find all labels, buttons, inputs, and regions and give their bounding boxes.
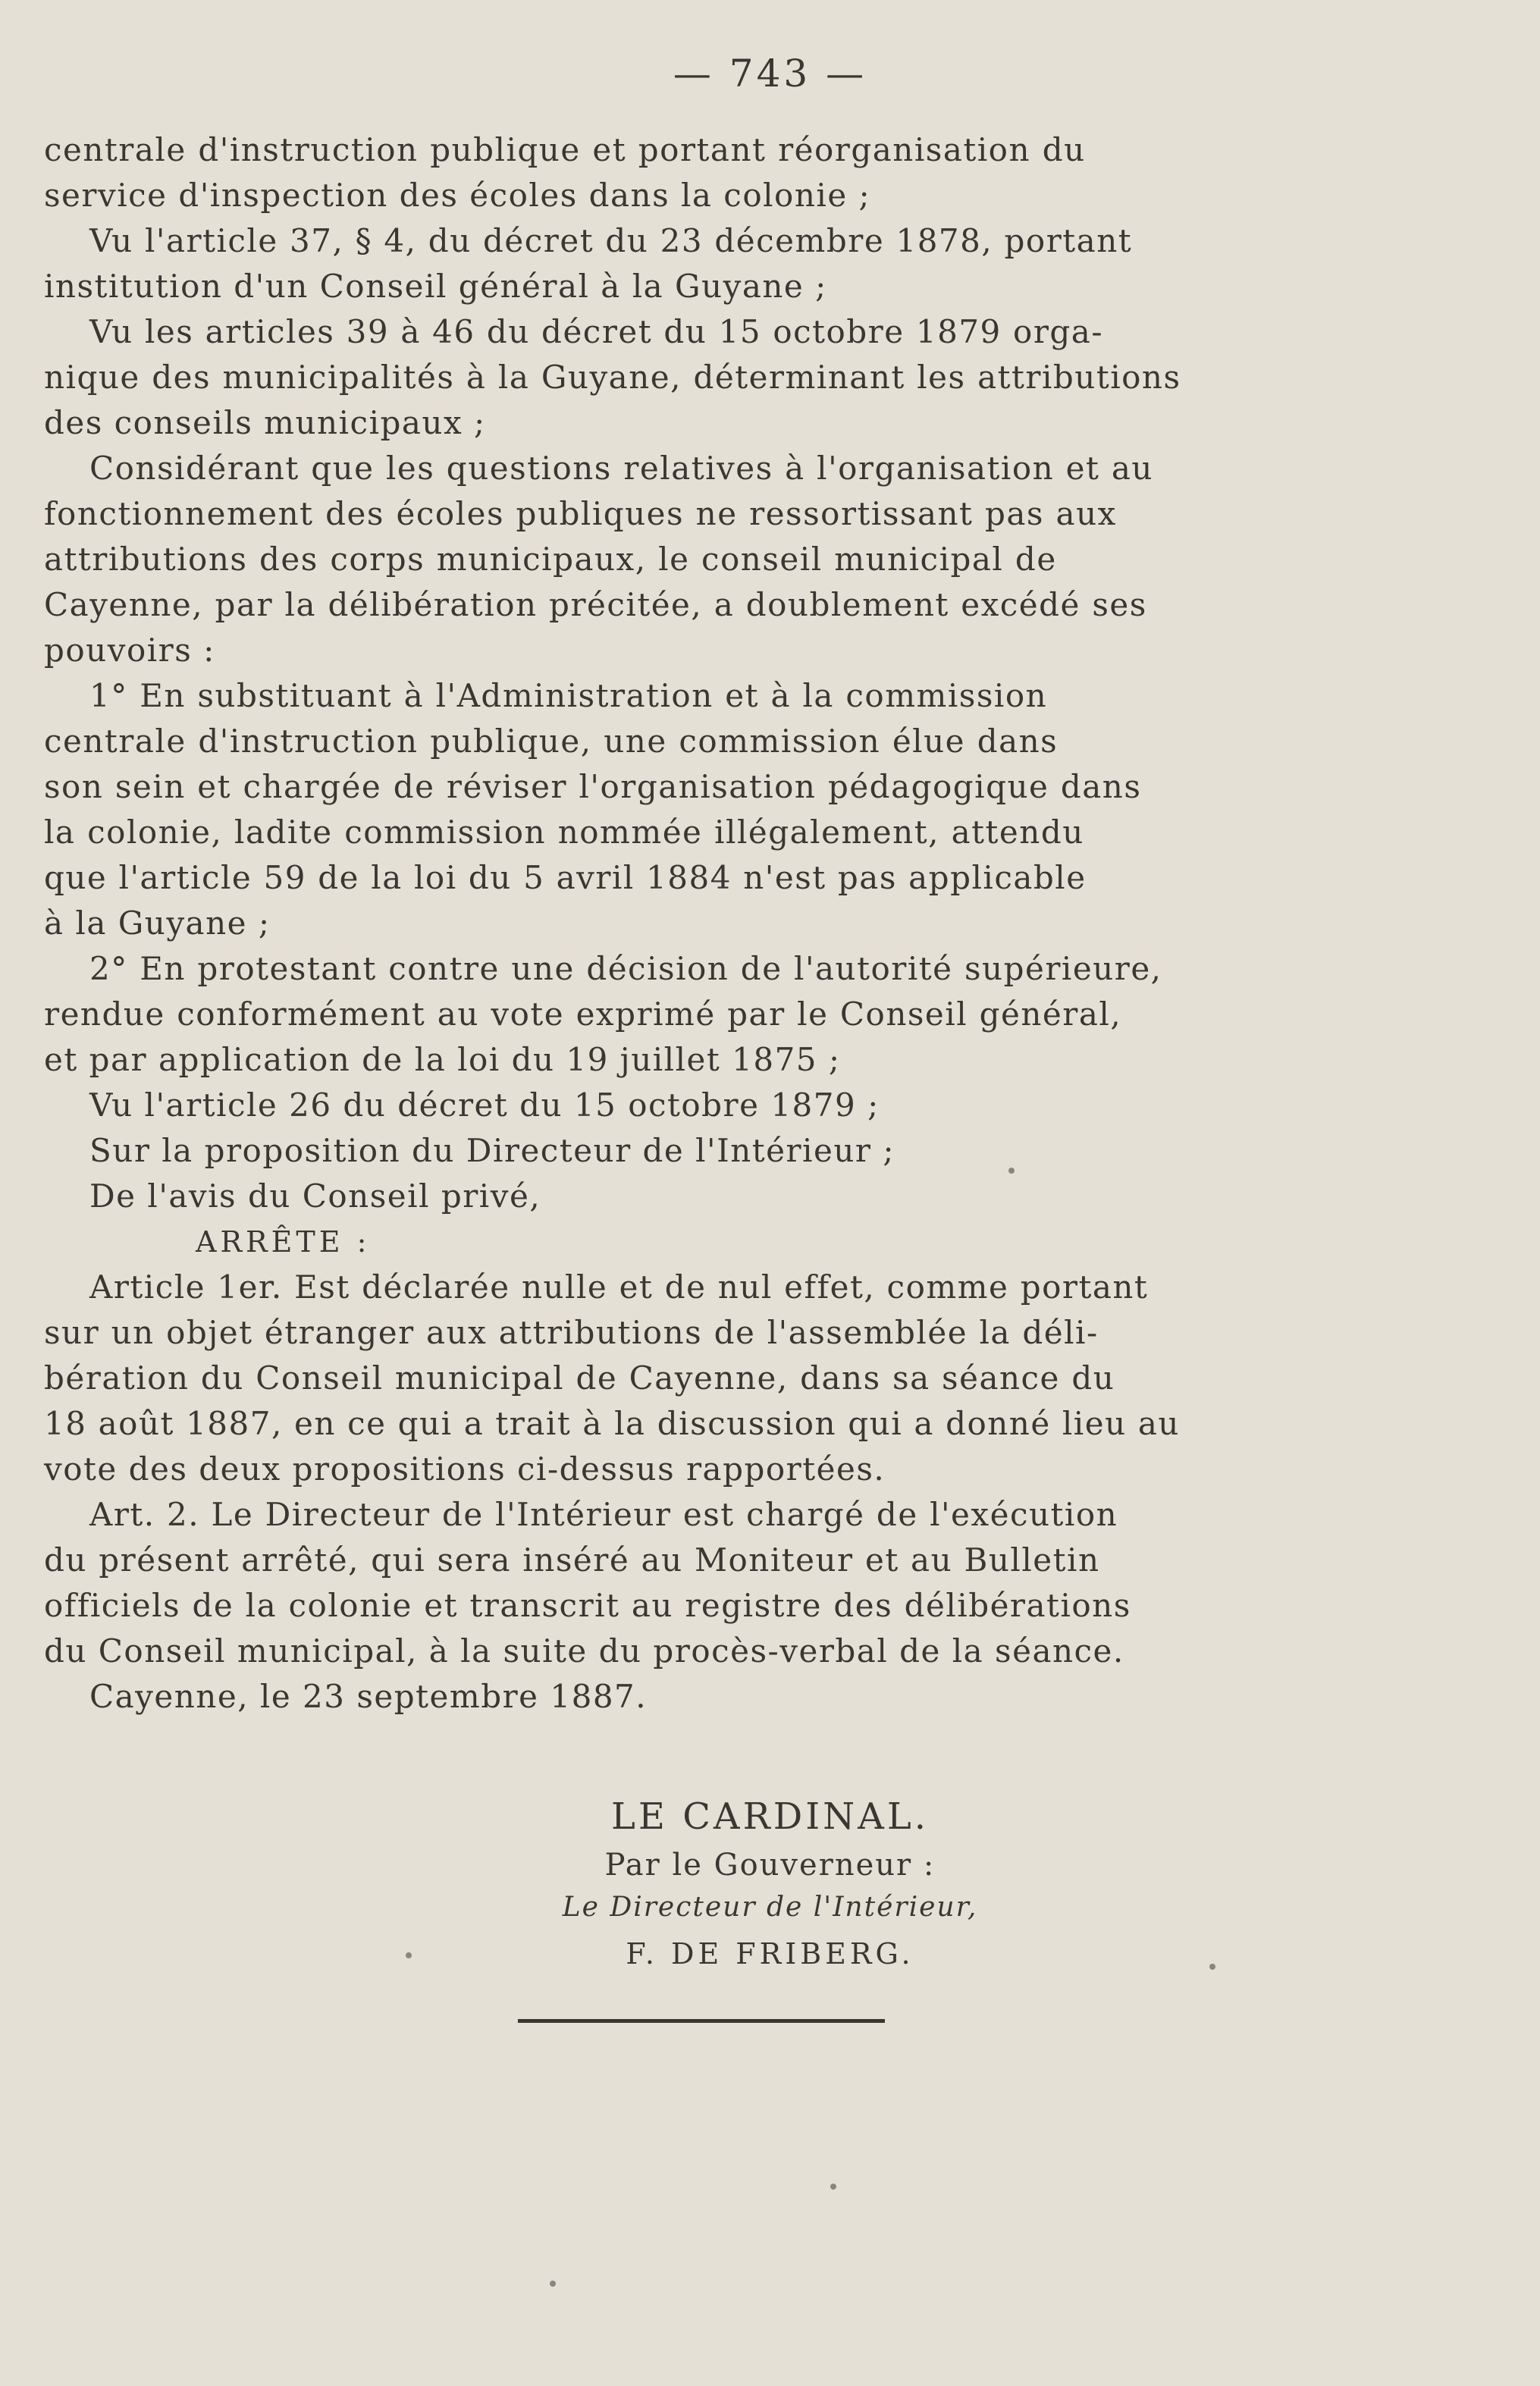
text-line: fonctionnement des écoles publiques ne ressortissant pas aux: [44, 495, 1117, 532]
signature-directeur: Le Directeur de l'Intérieur,: [562, 1892, 978, 1923]
signature-par-gouverneur: Par le Gouverneur :: [604, 1848, 936, 1883]
text-line: institution d'un Conseil général à la Guyane ;: [44, 268, 827, 305]
text-line: Considérant que les questions relatives à l'organisation et au: [89, 450, 1153, 487]
text-line: des conseils municipaux ;: [44, 404, 486, 441]
text-line: nique des municipalités à la Guyane, déterminant les attributions: [44, 359, 1181, 396]
text-line: Vu les articles 39 à 46 du décret du 15 octobre 1879 orga-: [89, 313, 1104, 350]
signatory-name: F. DE FRIBERG.: [626, 1937, 914, 1971]
text-line: et par application de la loi du 19 juillet 1875 ;: [44, 1041, 841, 1078]
text-line: 2° En protestant contre une décision de l'autorité supérieure,: [89, 950, 1162, 987]
paper-speck: [406, 1952, 412, 1958]
text-line: Cayenne, par la délibération précitée, a doublement excédé ses: [44, 586, 1147, 623]
text-line: service d'inspection des écoles dans la colonie ;: [44, 177, 871, 214]
text-line: pouvoirs :: [44, 632, 215, 669]
text-line: Vu l'article 37, § 4, du décret du 23 décembre 1878, portant: [89, 222, 1133, 259]
text-line: du présent arrêté, qui sera inséré au Moniteur et au Bulletin: [44, 1541, 1100, 1579]
text-line: son sein et chargée de réviser l'organisation pédagogique dans: [44, 768, 1142, 805]
text-line: 1° En substituant à l'Administration et à la commission: [89, 677, 1048, 714]
paper-speck: [830, 2184, 836, 2190]
text-line: que l'article 59 de la loi du 5 avril 1884 n'est pas applicable: [44, 859, 1087, 896]
text-line: Cayenne, le 23 septembre 1887.: [89, 1678, 648, 1715]
page-number: — 743 —: [673, 52, 867, 96]
text-line: 18 août 1887, en ce qui a trait à la discussion qui a donné lieu au: [44, 1405, 1180, 1442]
text-line: bération du Conseil municipal de Cayenne, dans sa séance du: [44, 1359, 1115, 1397]
text-line: De l'avis du Conseil privé,: [89, 1177, 541, 1215]
text-line: du Conseil municipal, à la suite du procès-verbal de la séance.: [44, 1632, 1124, 1670]
text-line: Article 1er. Est déclarée nulle et de nul effet, comme portant: [89, 1268, 1149, 1306]
text-line: attributions des corps municipaux, le conseil municipal de: [44, 541, 1057, 578]
signature-name: LE CARDINAL.: [611, 1795, 929, 1838]
text-line: Art. 2. Le Directeur de l'Intérieur est chargé de l'exécution: [89, 1496, 1118, 1533]
text-line: sur un objet étranger aux attributions de l'assemblée la déli-: [44, 1314, 1099, 1351]
paper-speck: [550, 2281, 556, 2287]
arrete-heading: ARRÊTE :: [196, 1225, 371, 1259]
text-line: Sur la proposition du Directeur de l'Intérieur ;: [89, 1132, 895, 1169]
paper-speck: [1008, 1168, 1015, 1174]
text-line: centrale d'instruction publique, une commission élue dans: [44, 723, 1059, 760]
text-line: à la Guyane ;: [44, 905, 271, 942]
text-line: vote des deux propositions ci-dessus rapportées.: [44, 1450, 886, 1488]
paper-speck: [1209, 1964, 1215, 1970]
text-line: Vu l'article 26 du décret du 15 octobre 1879 ;: [89, 1086, 880, 1124]
body-text: [44, 127, 1333, 1720]
text-line: centrale d'instruction publique et portant réorganisation du: [44, 131, 1086, 168]
text-line: rendue conformément au vote exprimé par le Conseil général,: [44, 995, 1122, 1033]
text-line: la colonie, ladite commission nommée illégalement, attendu: [44, 814, 1084, 851]
text-line: officiels de la colonie et transcrit au registre des délibérations: [44, 1587, 1131, 1624]
closing-rule: [518, 2019, 885, 2023]
